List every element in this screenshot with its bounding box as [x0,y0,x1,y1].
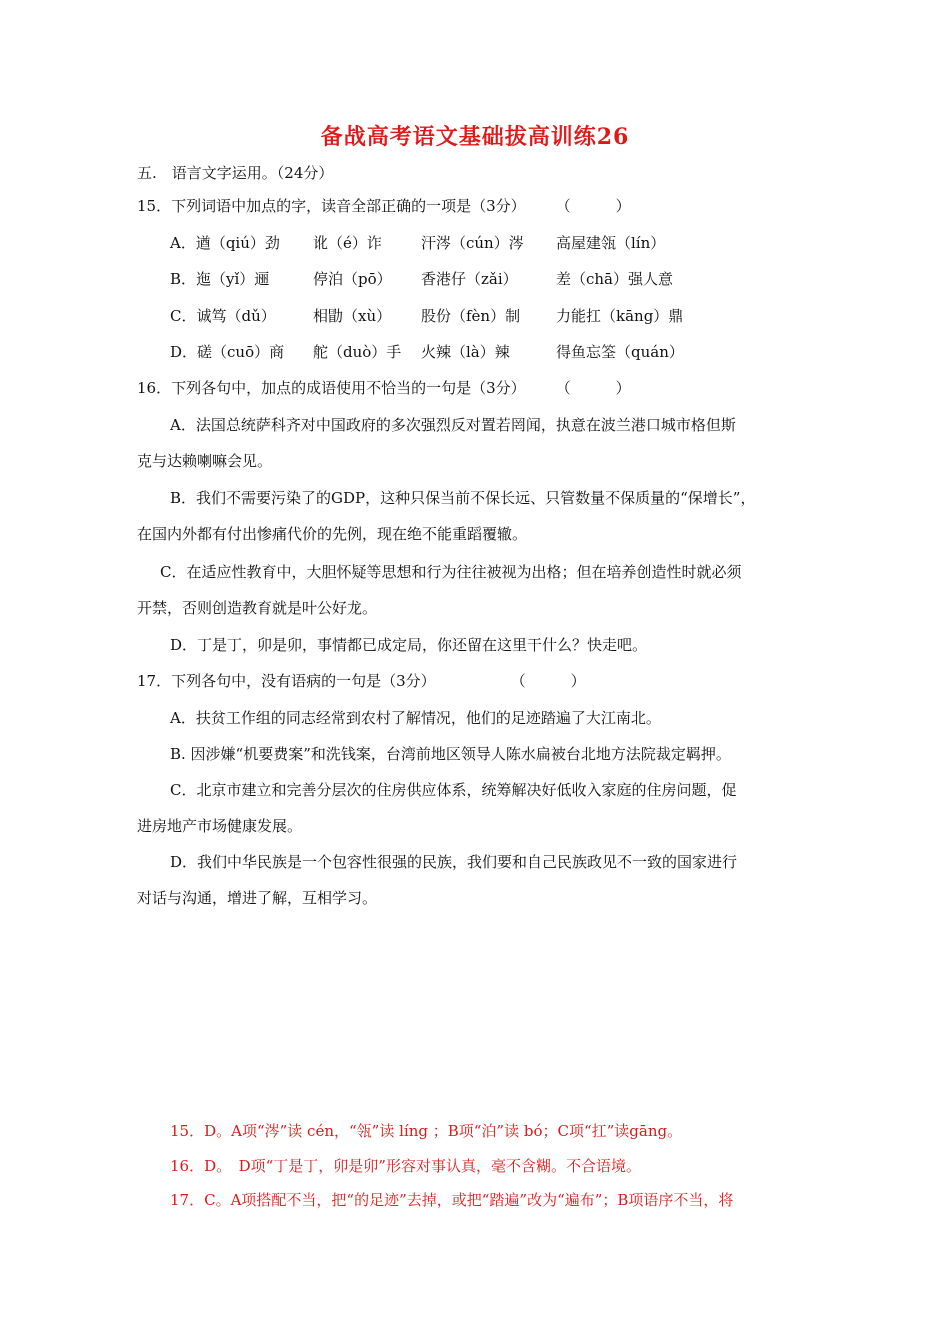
q15-d-3: 火辣（là）辣 [421,343,510,361]
q15-b-2: 停泊（pō） [313,270,392,288]
q15-c-1: C．诚笃（dǔ） [170,307,276,325]
q17-option-b: B. 因涉嫌“机要费案”和洗钱案，台湾前地区领导人陈水扁被台北地方法院裁定羁押。 [170,745,731,763]
q16-option-b-line1: B．我们不需要污染了的GDP，这种只保当前不保长远、只管数量不保质量的“保增长”， [170,489,756,507]
q16-option-b-line2: 在国内外都有付出惨痛代价的先例，现在绝不能重蹈覆辙。 [137,525,528,543]
q15-stem: 15．下列词语中加点的字，读音全部正确的一项是（3分） （ ） [137,197,631,215]
q15-d-2: 舵（duò）手 [313,343,402,361]
answer-15: 15．D。A项“涔”读 cén，“瓴”读 líng ；B项“泊”读 bó；C项“扛”读gāng。 [170,1122,683,1140]
q15-b-1: B．迤（yǐ）逦 [170,270,270,288]
q17-option-c-line2: 进房地产市场健康发展。 [137,817,303,835]
q16-option-d-line1: D．丁是丁，卯是卯，事情都已成定局，你还留在这里干什么？快走吧。 [170,636,648,654]
q16-option-c-line1: C．在适应性教育中，大胆怀疑等思想和行为往往被视为出格；但在培养创造性时就必须 [160,563,742,581]
section-heading: 五. 语言文字运用。（24分） [137,164,334,182]
q16-option-a-line2: 克与达赖喇嘛会见。 [137,452,273,470]
answer-17: 17．C。A项搭配不当，把“的足迹”去掉，或把“踏遍”改为“遍布”；B项语序不当，将 [170,1191,734,1209]
q16-option-c-line2: 开禁，否则创造教育就是叶公好龙。 [137,599,378,617]
q15-b-3: 香港仔（zǎi） [421,270,518,288]
q15-c-3: 股份（fèn）制 [421,307,521,325]
q15-d-1: D．磋（cuō）商 [170,343,285,361]
q15-option-b [170,268,673,290]
q15-option-d [170,341,684,363]
q17-option-a: A．扶贫工作组的同志经常到农村了解情况，他们的足迹踏遍了大江南北。 [170,709,661,727]
q17-option-c-line1: C．北京市建立和完善分层次的住房供应体系，统筹解决好低收入家庭的住房问题，促 [170,781,737,799]
q15-c-2: 相勖（xù） [313,307,392,325]
q15-option-a [170,232,665,254]
q15-a-2: 讹（é）诈 [313,234,382,252]
q17-option-d-line2: 对话与沟通，增进了解，互相学习。 [137,889,378,907]
q15-a-4: 高屋建瓴（lín） [556,234,666,252]
q16-option-a-line1: A．法国总统萨科齐对中国政府的多次强烈反对置若罔闻，执意在波兰港口城市格但斯 [170,416,736,434]
q15-a-3: 汗涔（cún）涔 [421,234,524,252]
q15-option-c [170,305,683,327]
q15-a-1: A．遒（qiú）劲 [170,234,280,252]
q17-option-d-line1: D．我们中华民族是一个包容性很强的民族，我们要和自己民族政见不一致的国家进行 [170,853,738,871]
q15-b-4: 差（chā）强人意 [556,270,674,288]
q17-stem: 17．下列各句中，没有语病的一句是（3分） （ ） [137,672,586,690]
page-title: 备战高考语文基础拔高训练26 [320,124,630,150]
q16-stem: 16．下列各句中，加点的成语使用不恰当的一句是（3分） （ ） [137,379,631,397]
q15-c-4: 力能扛（kāng）鼎 [556,307,684,325]
answer-16: 16．D。 D项“丁是丁，卯是卯”形容对事认真，毫不含糊。不合语境。 [170,1157,641,1175]
q15-d-4: 得鱼忘筌（quán） [556,343,684,361]
